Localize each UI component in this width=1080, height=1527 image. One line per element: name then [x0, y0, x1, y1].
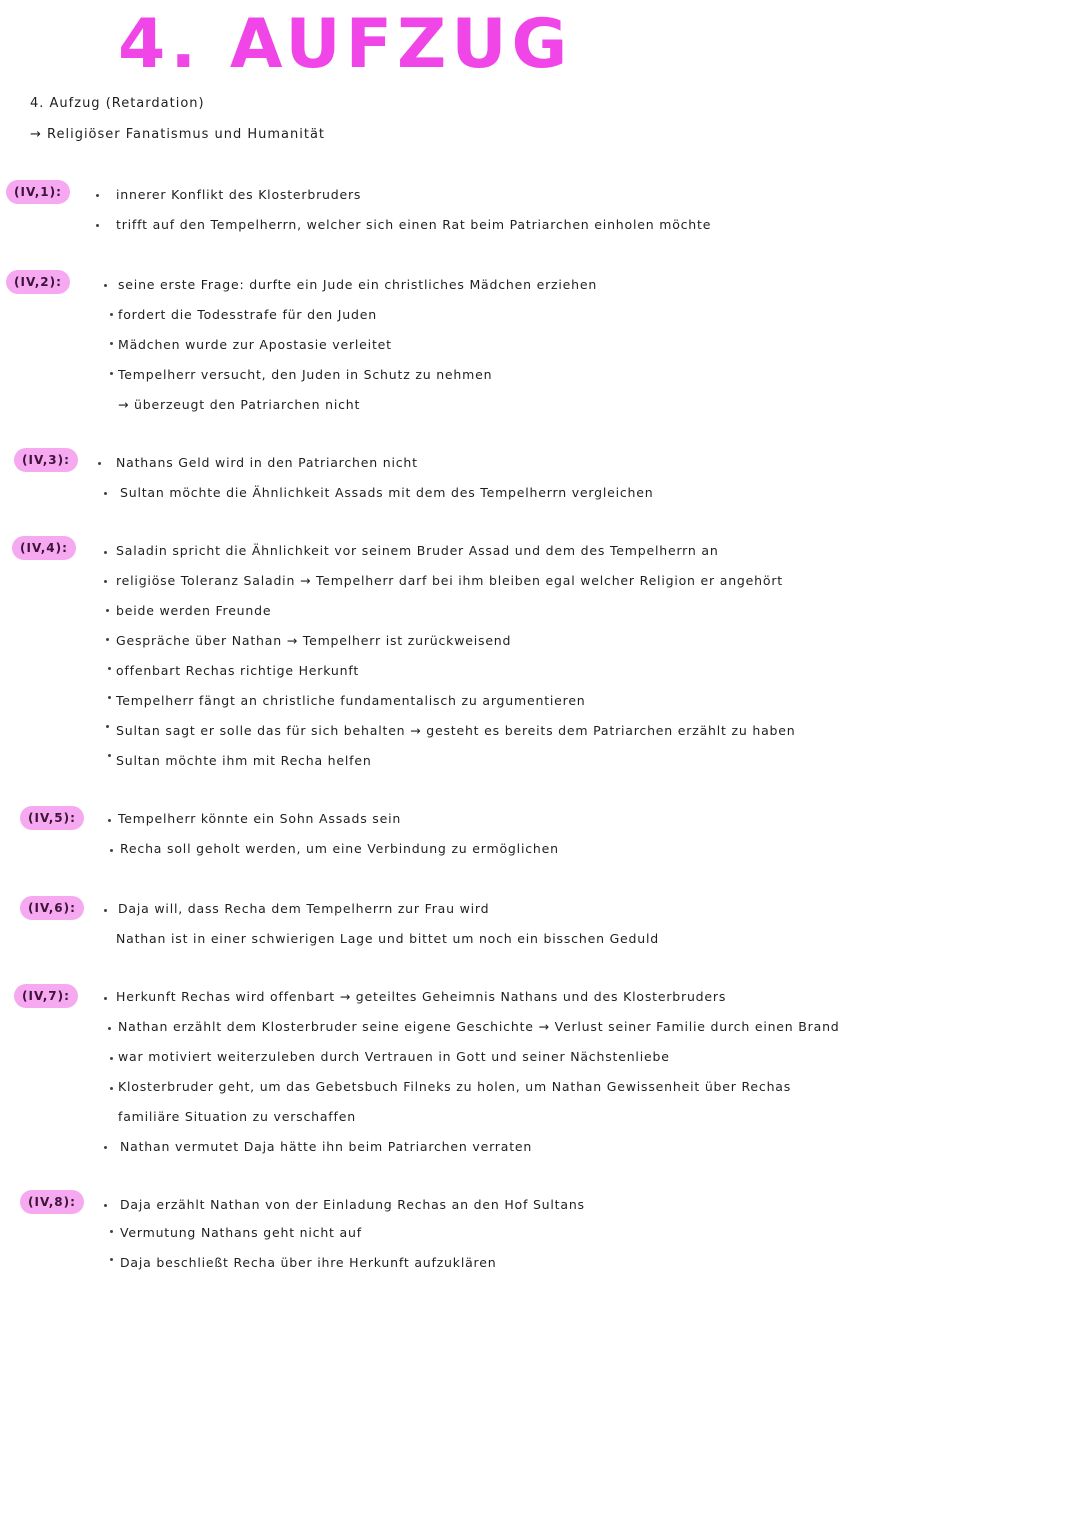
scene-tag: (IV,4):: [12, 536, 76, 560]
bullet-dot: [110, 849, 113, 852]
bullet-dot: [110, 1230, 113, 1233]
note-line: Gespräche über Nathan → Tempelherr ist zurückweisend: [116, 633, 512, 648]
bullet-dot: [110, 1057, 113, 1060]
subtitle-theme: → Religiöser Fanatismus und Humanität: [30, 127, 326, 142]
bullet-dot: [104, 551, 107, 554]
scene-tag: (IV,3):: [14, 448, 78, 472]
bullet-dot: [104, 1146, 107, 1149]
bullet-dot: [104, 997, 107, 1000]
bullet-dot: [110, 342, 113, 345]
scene-tag: (IV,2):: [6, 270, 70, 294]
subtitle-act: 4. Aufzug (Retardation): [30, 96, 205, 111]
note-line: Sultan möchte ihm mit Recha helfen: [116, 753, 372, 768]
note-line: Mädchen wurde zur Apostasie verleitet: [118, 337, 392, 352]
note-line: Nathan ist in einer schwierigen Lage und bittet um noch ein bisschen Geduld: [116, 931, 660, 946]
bullet-dot: [98, 462, 101, 465]
note-line: → überzeugt den Patriarchen nicht: [118, 397, 361, 412]
bullet-dot: [108, 819, 111, 822]
bullet-dot: [110, 1258, 113, 1261]
note-line: Daja will, dass Recha dem Tempelherrn zur Frau wird: [118, 901, 490, 916]
scene-tag: (IV,8):: [20, 1190, 84, 1214]
bullet-dot: [96, 224, 99, 227]
bullet-dot: [104, 580, 107, 583]
note-line: Herkunft Rechas wird offenbart → geteiltes Geheimnis Nathans und des Klosterbruders: [116, 989, 727, 1004]
note-line: offenbart Rechas richtige Herkunft: [116, 663, 360, 678]
bullet-dot: [108, 1027, 111, 1030]
note-line: innerer Konflikt des Klosterbruders: [116, 187, 362, 202]
note-line: Tempelherr versucht, den Juden in Schutz zu nehmen: [118, 367, 493, 382]
note-line: Sultan möchte die Ähnlichkeit Assads mit dem des Tempelherrn vergleichen: [120, 485, 654, 500]
note-line: war motiviert weiterzuleben durch Vertrauen in Gott und seiner Nächstenliebe: [118, 1049, 670, 1064]
note-line: religiöse Toleranz Saladin → Tempelherr darf bei ihm bleiben egal welcher Religion er angehört: [116, 573, 783, 588]
note-line: fordert die Todesstrafe für den Juden: [118, 307, 377, 322]
note-line: Nathan vermutet Daja hätte ihn beim Patriarchen verraten: [120, 1139, 533, 1154]
bullet-dot: [104, 1204, 107, 1207]
scene-tag: (IV,5):: [20, 806, 84, 830]
note-line: seine erste Frage: durfte ein Jude ein christliches Mädchen erziehen: [118, 277, 598, 292]
note-line: Daja beschließt Recha über ihre Herkunft aufzuklären: [120, 1255, 497, 1270]
page-title: 4. AUFZUG: [118, 5, 573, 84]
note-line: Klosterbruder geht, um das Gebetsbuch Filneks zu holen, um Nathan Gewissenheit über Rechas: [118, 1079, 792, 1094]
note-line: Tempelherr fängt an christliche fundamentalisch zu argumentieren: [116, 693, 586, 708]
note-line: familiäre Situation zu verschaffen: [118, 1109, 356, 1124]
bullet-dot: [108, 696, 111, 699]
note-line: Daja erzählt Nathan von der Einladung Rechas an den Hof Sultans: [120, 1197, 585, 1212]
note-line: Recha soll geholt werden, um eine Verbindung zu ermöglichen: [120, 841, 559, 856]
bullet-dot: [104, 909, 107, 912]
scene-tag: (IV,6):: [20, 896, 84, 920]
bullet-dot: [108, 667, 111, 670]
bullet-dot: [110, 313, 113, 316]
bullet-dot: [110, 372, 113, 375]
note-line: Sultan sagt er solle das für sich behalten → gesteht es bereits dem Patriarchen erzählt zu haben: [116, 723, 796, 738]
note-line: Tempelherr könnte ein Sohn Assads sein: [118, 811, 402, 826]
bullet-dot: [108, 754, 111, 757]
note-line: Saladin spricht die Ähnlichkeit vor seinem Bruder Assad und dem des Tempelherrn an: [116, 543, 719, 558]
scene-tag: (IV,1):: [6, 180, 70, 204]
note-line: Nathan erzählt dem Klosterbruder seine eigene Geschichte → Verlust seiner Familie durch einen Brand: [118, 1019, 840, 1034]
bullet-dot: [104, 492, 107, 495]
bullet-dot: [106, 725, 109, 728]
bullet-dot: [104, 284, 107, 287]
note-line: trifft auf den Tempelherrn, welcher sich einen Rat beim Patriarchen einholen möchte: [116, 217, 712, 232]
bullet-dot: [106, 638, 109, 641]
scene-tag: (IV,7):: [14, 984, 78, 1008]
note-line: Vermutung Nathans geht nicht auf: [120, 1225, 362, 1240]
bullet-dot: [110, 1087, 113, 1090]
note-line: beide werden Freunde: [116, 603, 272, 618]
bullet-dot: [106, 609, 109, 612]
note-line: Nathans Geld wird in den Patriarchen nicht: [116, 455, 418, 470]
bullet-dot: [96, 194, 99, 197]
